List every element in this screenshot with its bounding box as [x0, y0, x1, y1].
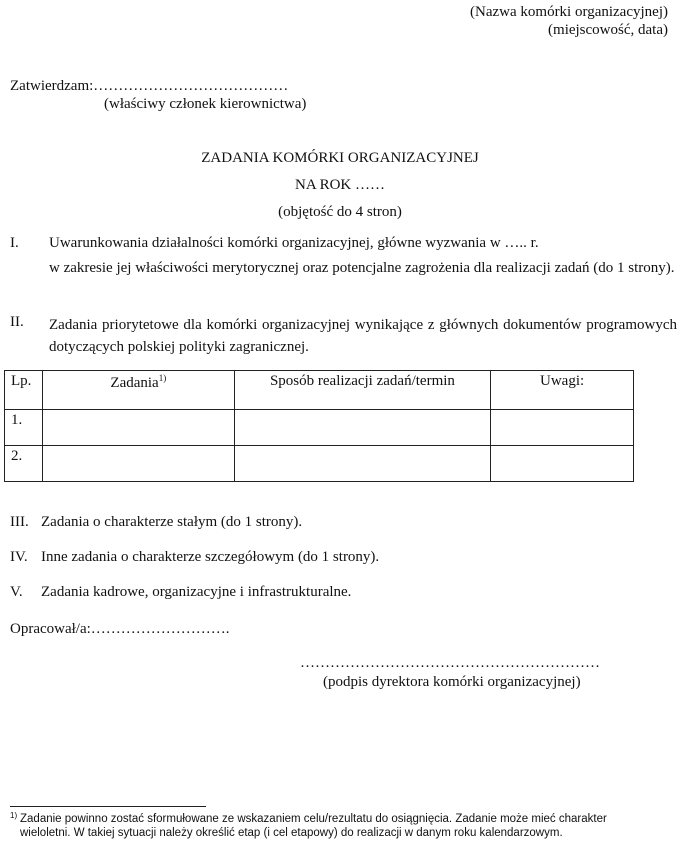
- section-5-number: V.: [10, 584, 23, 600]
- header-lp: Lp.: [5, 371, 43, 410]
- section-1-line1: Uwarunkowania działalności komórki organizacyjnej, główne wyzwania w ….. r.: [49, 235, 539, 251]
- section-2-number: II.: [10, 314, 24, 330]
- table-row: [5, 446, 634, 482]
- section-1-line2: w zakresie jej właściwości merytorycznej oraz potencjalne zagrożenia dla realizacji zadań (do 1 strony).: [49, 260, 675, 276]
- approval-role: (właściwy członek kierownictwa): [104, 96, 307, 112]
- header-tasks-footnote-ref: 1): [158, 373, 167, 383]
- section-2-text: Zadania priorytetowe dla komórki organizacyjnej wynikające z głównych dokumentów programowych dotyczących polskiej polityki zagranicznej.: [49, 317, 677, 355]
- tasks-table: [4, 370, 634, 482]
- unit-name-placeholder: (Nazwa komórki organizacyjnej): [470, 4, 668, 20]
- section-1-number: I.: [10, 235, 19, 251]
- header-method: Sposób realizacji zadań/termin: [234, 371, 491, 410]
- footnote-separator: [10, 806, 206, 807]
- row-method-cell: [234, 446, 491, 482]
- footnote: [10, 812, 650, 840]
- section-5-text: Zadania kadrowe, organizacyjne i infrastrukturalne.: [41, 584, 352, 600]
- section-3-number: III.: [10, 514, 29, 530]
- row-method-cell: [234, 410, 491, 446]
- row-tasks-cell: [42, 446, 234, 482]
- row-lp: 1.: [5, 410, 43, 446]
- section-4-text: Inne zadania o charakterze szczegółowym (do 1 strony).: [41, 549, 380, 565]
- approval-line: Zatwierdzam:…………………………………: [10, 78, 289, 94]
- header-notes: Uwagi:: [491, 371, 634, 410]
- place-date-placeholder: (miejscowość, data): [548, 22, 668, 38]
- table-header-row: [5, 371, 634, 410]
- signature-dots: ……………………………………………………: [300, 655, 600, 671]
- document-year: NA ROK ……: [294, 177, 385, 193]
- footnote-mark: 1): [10, 811, 18, 820]
- section-3-text: Zadania o charakterze stałym (do 1 strony).: [41, 514, 303, 530]
- row-notes-cell: [491, 410, 634, 446]
- document-title: ZADANIA KOMÓRKI ORGANIZACYJNEJ: [201, 150, 479, 166]
- row-notes-cell: [491, 446, 634, 482]
- prepared-by-line: Opracował/a:……………………….: [10, 621, 230, 637]
- footnote-text: Zadanie powinno zostać sformułowane ze wskazaniem celu/rezultatu do osiągnięcia. Zadanie może mieć charakter wieloletni. W takiej sytuacji należy określić etap (i cel etapowy) do realizacji w danym roku kalendarzowym.: [20, 813, 607, 839]
- section-4-number: IV.: [10, 549, 28, 565]
- table-row: [5, 410, 634, 446]
- header-tasks-label: Zadania: [110, 375, 159, 391]
- row-tasks-cell: [42, 410, 234, 446]
- signature-caption: (podpis dyrektora komórki organizacyjnej): [323, 674, 581, 690]
- row-lp: 2.: [5, 446, 43, 482]
- document-length-note: (objętość do 4 stron): [278, 204, 402, 220]
- header-tasks: [42, 371, 234, 410]
